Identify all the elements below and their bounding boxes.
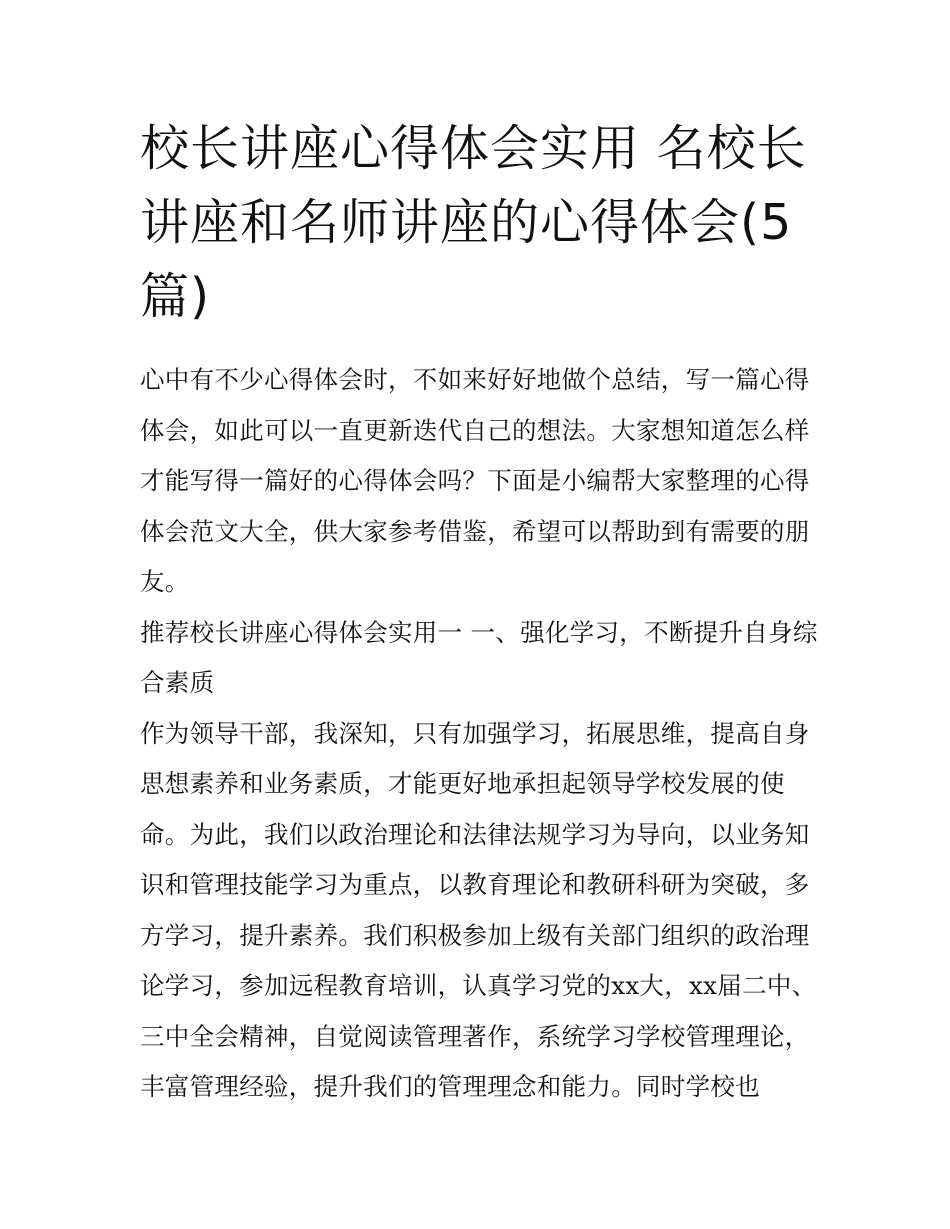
document-body — [140, 355, 820, 1113]
section-heading-paragraph: 推荐校长讲座心得体会实用一 一、强化学习，不断提升自身综合素质 — [140, 617, 818, 697]
body-paragraph: 作为领导干部，我深知，只有加强学习，拓展思维，提高自身思想素养和业务素质，才能更好地承担起领导学校发展的使命。为此，我们以政治理论和法律法规学习为导向，以业务知识和管理技能学习为重点，以教育理论和教研科研为突破，多方学习，提升素养。我们积极参加上级有关部门组织的政治理论学习，参加远程教育培训，认真学习党的xx大，xx届二中、三中全会精神，自觉阅读管理著作，系统学习学校管理理论，丰富管理经验，提升我们的管理理念和能力。同时学校也 — [140, 718, 817, 1101]
document-title: 校长讲座心得体会实用 名校长讲座和名师讲座的心得体会(5篇) — [140, 120, 807, 325]
intro-paragraph: 心中有不少心得体会时，不如来好好地做个总结，写一篇心得体会，如此可以一直更新迭代自己的想法。大家想知道怎么样才能写得一篇好的心得体会吗？下面是小编帮大家整理的心得体会范文大全，供大家参考借鉴，希望可以帮助到有需要的朋友。 — [140, 365, 810, 596]
